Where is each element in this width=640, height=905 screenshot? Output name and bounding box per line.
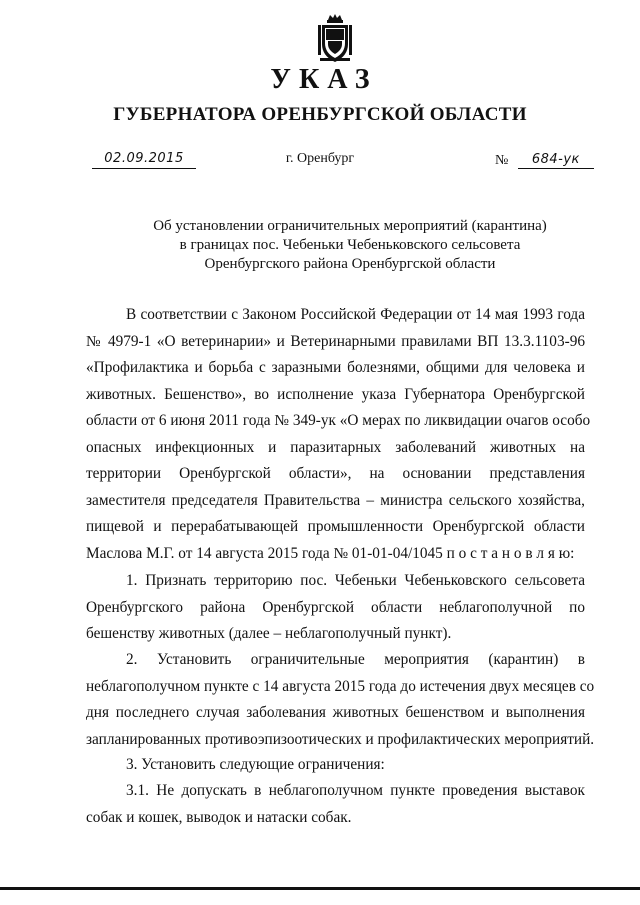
text-line: Оренбургского района Оренбургской области неблагополучной по (86, 598, 585, 616)
text-line: дня последнего случая заболевания животных бешенством и выполнения (86, 704, 585, 721)
text-line: «Профилактика и борьба с заразными болезнями, общими для человека и (86, 359, 585, 376)
heading-line: в границах пос. Чебеньки Чебеньковского сельсовета (179, 237, 521, 253)
text-line: животных. Бешенство», во исполнение указа Губернатора Оренбургской (86, 385, 585, 403)
text-line: собак и кошек, выводок и натаски собак. (86, 808, 352, 826)
text-line: Маслова М.Г. от 14 августа 2015 года № 01-01-04/1045 п о с т а н о в л я ю: (86, 544, 575, 562)
text-line: 2. Установить ограничительные мероприятия (карантин) в (126, 651, 585, 668)
decree-city: г. Оренбург (285, 151, 355, 166)
decree-number: 684-ук (518, 151, 594, 169)
text-line: территории Оренбургской области», на основании представления (86, 465, 585, 482)
text-line: неблагополучном пункте с 14 августа 2015 года до истечения двух месяцев со (86, 677, 595, 695)
text-line: пищевой и перерабатывающей промышленности Оренбургской области (86, 518, 585, 535)
text-line: заместителя председателя Правительства – министра сельского хозяйства, (86, 491, 585, 509)
decree-number-block (495, 151, 594, 169)
text-line: 1. Признать территорию пос. Чебеньки Чебеньковского сельсовета (126, 572, 585, 589)
page-bottom-rule (0, 887, 640, 890)
coat-of-arms-icon (316, 14, 354, 64)
decree-heading (100, 217, 600, 274)
text-line: области от 6 июня 2011 года № 349-ук «О мерах по ликвидации очагов особо (86, 412, 591, 429)
decree-date: 02.09.2015 (92, 150, 196, 169)
item-3-paragraph (86, 752, 585, 779)
heading-line: Об установлении ограничительных мероприятий (карантина) (153, 218, 547, 234)
item-1-paragraph (86, 568, 585, 648)
item-3-1-paragraph (86, 778, 585, 831)
item-2-paragraph (86, 647, 595, 753)
text-line: бешенству животных (далее – неблагополучный пункт). (86, 625, 452, 642)
text-line: запланированных противоэпизоотических и профилактических мероприятий. (86, 730, 595, 748)
text-line: 3. Установить следующие ограничения: (126, 756, 385, 773)
decree-subtitle: ГУБЕРНАТОРА ОРЕНБУРГСКОЙ ОБЛАСТИ (113, 104, 527, 125)
text-line: 3.1. Не допускать в неблагополучном пункте проведения выставок (126, 782, 585, 799)
text-line: В соответствии с Законом Российской Федерации от 14 мая 1993 года (126, 306, 585, 323)
text-line: опасных инфекционных и паразитарных заболеваний животных на (86, 438, 585, 456)
decree-title: УКАЗ (270, 64, 378, 95)
preamble-paragraph (86, 302, 591, 567)
number-label: № (495, 153, 509, 168)
heading-line: Оренбургского района Оренбургской области (204, 256, 496, 272)
text-line: № 4979-1 «О ветеринарии» и Ветеринарными правилами ВП 13.3.1103-96 (86, 332, 585, 350)
